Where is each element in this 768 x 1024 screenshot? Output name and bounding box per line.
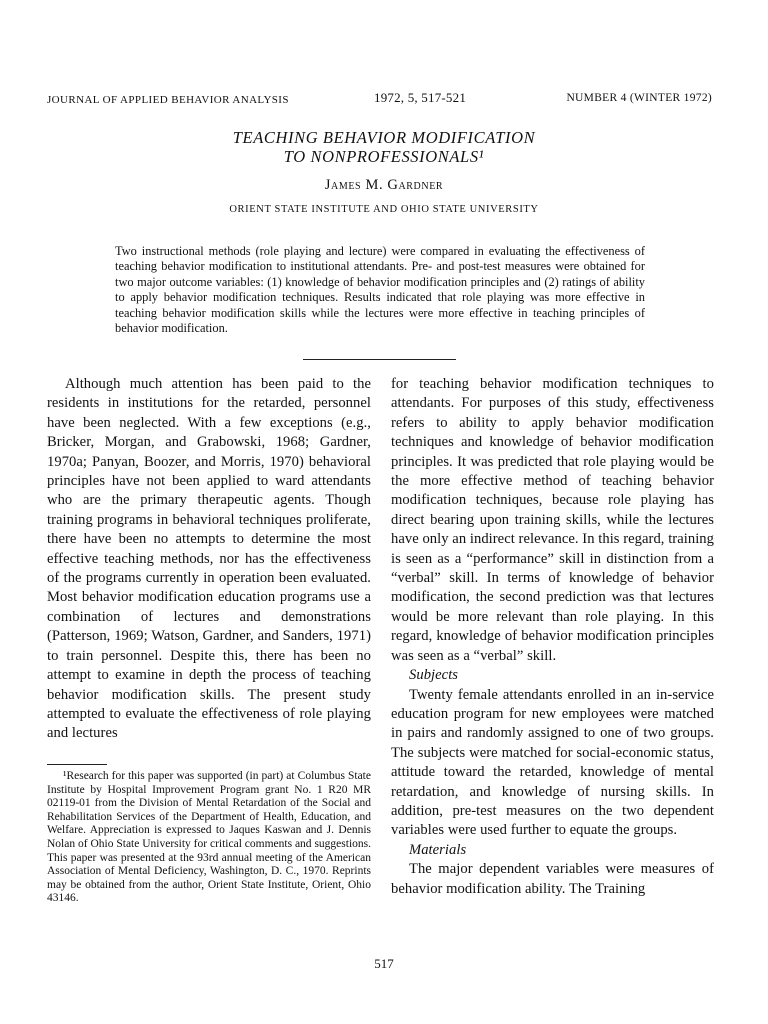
footnote-divider bbox=[47, 764, 107, 765]
subjects-paragraph: Twenty female attendants enrolled in an in-service education program for new employees were matched in pairs and randomly assigned to one of two groups. The subjects were matched for social-economic status, attitude toward the retarded, knowledge of mental retardation, and knowledge of nursing skills. In addition, pre-test measures on the two dependent variables were used further to equate the groups. bbox=[391, 686, 714, 839]
left-column bbox=[47, 375, 371, 744]
subjects-heading: Subjects bbox=[409, 667, 459, 684]
citation: 1972, 5, 517-521 bbox=[374, 90, 467, 105]
journal-name: JOURNAL OF APPLIED BEHAVIOR ANALYSIS bbox=[47, 94, 289, 106]
page-number: 517 bbox=[374, 956, 394, 971]
intro-paragraph: Although much attention has been paid to the residents in institutions for the retarded, personnel have been neglected. With a few exceptions (e.g., Bricker, Morgan, and Grabowski, 1968; Gardner, 1970a; Panyan, Boozer, and Morris, 1970) behavioral principles have not been applied to ward attendants who are the primary therapeutic agents. Though training programs in behavioral techniques proliferate, there have been no attempts to determine the most effective teaching methods, nor has the effectiveness of the programs currently in operation been evaluated. Most behavior modification education programs use a combination of lectures and demonstrations (Patterson, 1969; Watson, Gardner, and Sanders, 1971) to train personnel. Despite this, there has been no attempt to examine in depth the process of teaching behavior modification skills. The present study attempted to evaluate the effectiveness of role playing and lectures bbox=[47, 376, 371, 742]
running-header bbox=[47, 90, 712, 110]
title-line-1: TEACHING BEHAVIOR MODIFICATION bbox=[232, 128, 536, 147]
title-line-2: TO NONPROFESSIONALS¹ bbox=[283, 147, 485, 166]
author-affiliation: ORIENT STATE INSTITUTE AND OHIO STATE UNIVERSITY bbox=[229, 204, 539, 215]
materials-heading: Materials bbox=[409, 841, 467, 858]
right-column bbox=[391, 375, 714, 899]
footnote bbox=[47, 770, 371, 906]
issue-number: NUMBER 4 (WINTER 1972) bbox=[566, 92, 712, 104]
footnote-text: ¹Research for this paper was supported (in part) at Columbus State Institute by Hospital Improvement Program grant No. 1 R20 MR 02119-01 from the Division of Mental Retardation of the Social and Rehabilitation Services of the Department of Health, Education, and Welfare. Appreciation is expressed to Jaques Kaswan and J. Dennis Nolan of Ohio State University for critical comments and suggestions. This paper was presented at the 93rd annual meeting of the American Association of Mental Deficiency, Washington, D. C., 1970. Reprints may be obtained from the author, Orient State Institute, Orient, Ohio 43146. bbox=[47, 770, 371, 905]
abstract: Two instructional methods (role playing and lecture) were compared in evaluating the effectiveness of teaching behavior modification to institutional attendants. Pre- and post-test measures were obtained for two major outcome variables: (1) knowledge of behavior modification principles and (2) ratings of ability to apply behavior modification techniques. Results indicated that role playing was more effective in teaching behavior modification skills while the lectures were more effective in teaching principles of behavior modification. bbox=[115, 244, 645, 336]
materials-paragraph: The major dependent variables were measures of behavior modification ability. The Training bbox=[391, 861, 714, 897]
author-name: James M. Gardner bbox=[324, 177, 444, 193]
intro-continuation: for teaching behavior modification techniques to attendants. For purposes of this study, effectiveness refers to ability to apply behavior modification techniques and knowledge of behavior modification principles. It was predicted that role playing would be the more effective method of teaching behavior modification techniques, because role playing has direct bearing upon training skills, while the lectures have only an indirect relevance. In this regard, training is seen as a “performance” skill in distinction from a “verbal” skill. In terms of knowledge of behavior modification, the second prediction was that lectures would be more relevant than role playing. In this regard, knowledge of behavior modification principles was seen as a “verbal” skill. bbox=[391, 376, 714, 664]
abstract-divider bbox=[303, 359, 456, 360]
article-title bbox=[0, 128, 768, 166]
